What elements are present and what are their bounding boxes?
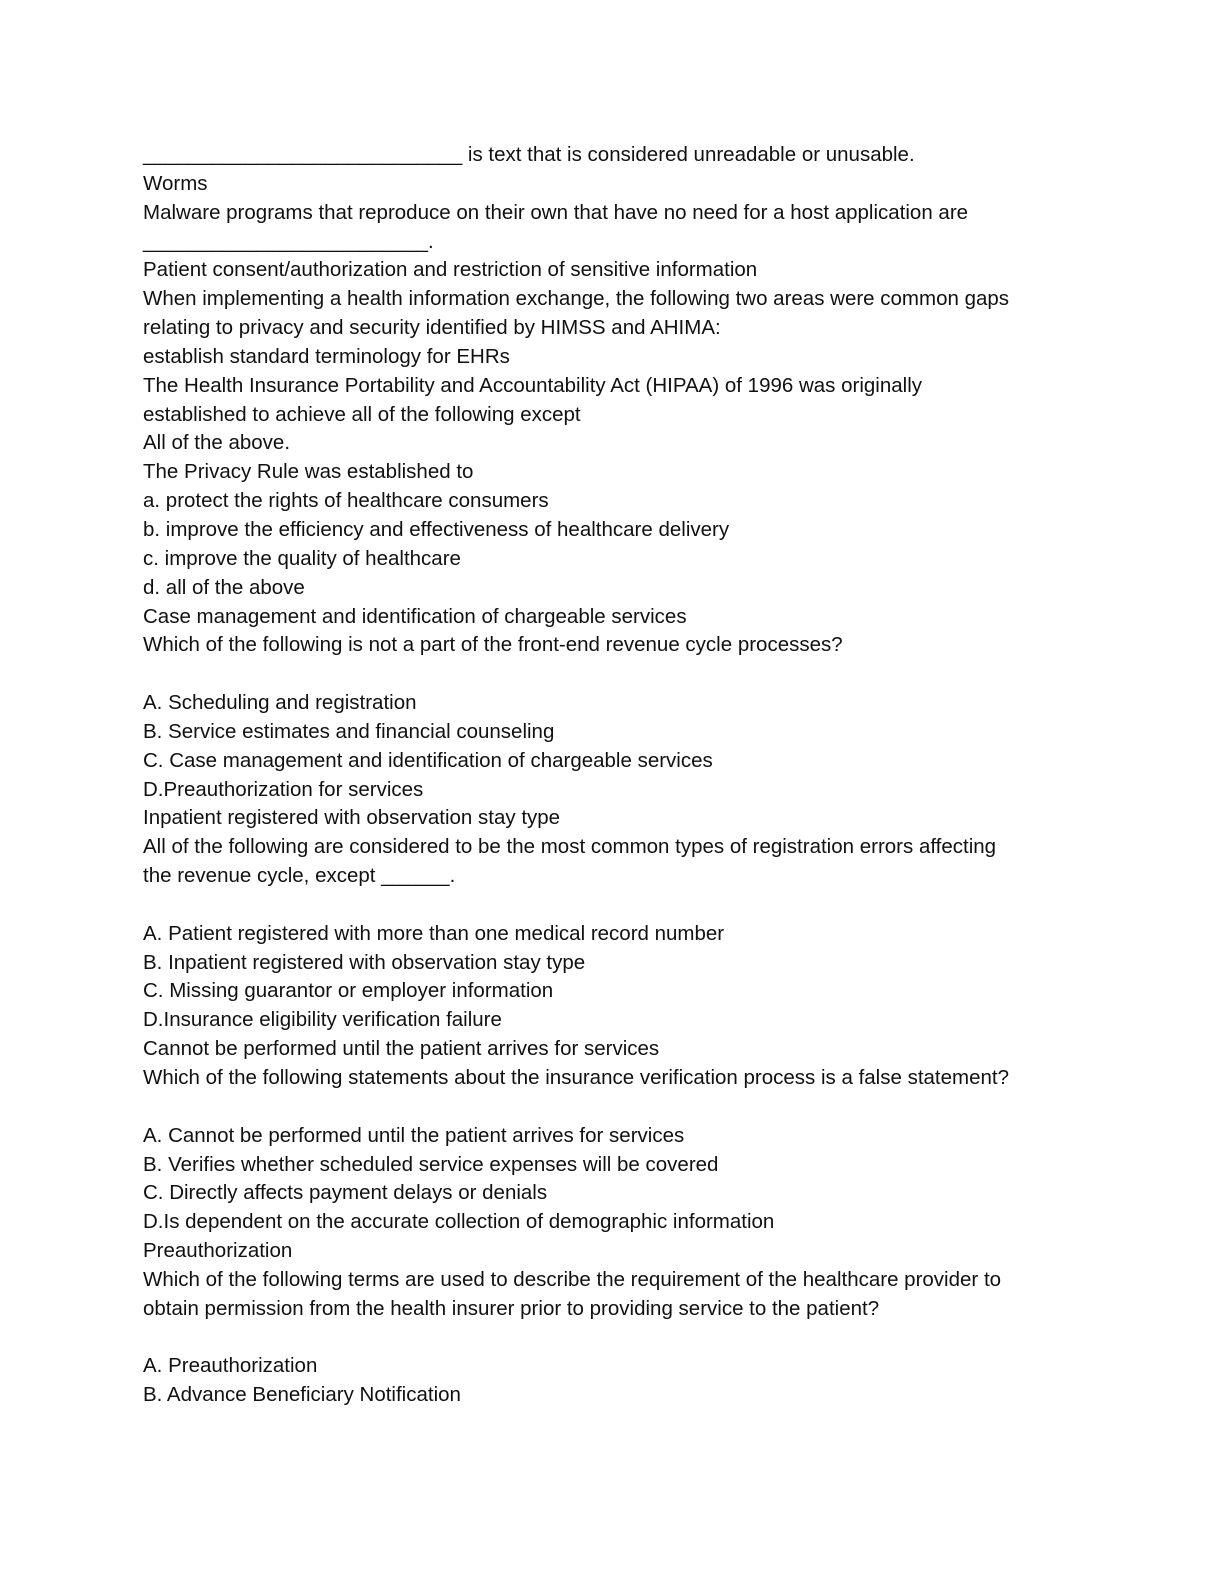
text-line: D.Preauthorization for services <box>143 777 424 801</box>
text-line: All of the following are considered to be the most common types of registration errors affecting <box>143 835 997 859</box>
text-line: All of the above. <box>143 431 291 455</box>
text-line: The Privacy Rule was established to <box>143 460 474 484</box>
text-line: Which of the following terms are used to describe the requirement of the healthcare provider to <box>143 1267 1002 1291</box>
text-line: The Health Insurance Portability and Accountability Act (HIPAA) of 1996 was originally <box>143 373 923 397</box>
text-line: obtain permission from the health insurer prior to providing service to the patient? <box>143 1296 880 1320</box>
text-line: B. Inpatient registered with observation stay type <box>143 950 586 974</box>
text-line: Which of the following statements about the insurance verification process is a false statement? <box>143 1066 1010 1089</box>
text-line: B. Verifies whether scheduled service expenses will be covered <box>143 1152 719 1176</box>
text-line: established to achieve all of the following except <box>143 402 581 426</box>
text-line: Which of the following is not a part of the front-end revenue cycle processes? <box>143 633 843 657</box>
text-line: Case management and identification of chargeable services <box>143 604 687 628</box>
text-line: C. Missing guarantor or employer information <box>143 979 554 1003</box>
text-line: A. Cannot be performed until the patient arrives for services <box>143 1123 685 1147</box>
text-line: _________________________. <box>143 229 434 253</box>
blank-line <box>143 1093 1103 1122</box>
text-line: a. protect the rights of healthcare consumers <box>143 489 549 513</box>
text-line: A. Preauthorization <box>143 1354 318 1378</box>
text-line: Malware programs that reproduce on their own that have no need for a host application are <box>143 200 969 224</box>
text-line: Patient consent/authorization and restriction of sensitive information <box>143 258 758 282</box>
text-line: relating to privacy and security identified by HIMSS and AHIMA: <box>143 316 721 340</box>
text-line: A. Scheduling and registration <box>143 691 417 715</box>
text-line: the revenue cycle, except ______. <box>143 864 456 888</box>
text-line: establish standard terminology for EHRs <box>143 344 510 368</box>
text-line: D.Is dependent on the accurate collection of demographic information <box>143 1210 775 1234</box>
text-line: A. Patient registered with more than one medical record number <box>143 921 725 945</box>
text-line: C. Case management and identification of chargeable services <box>143 748 713 772</box>
text-line: c. improve the quality of healthcare <box>143 546 461 570</box>
document-body <box>143 141 1103 1410</box>
text-line: C. Directly affects payment delays or denials <box>143 1181 548 1205</box>
text-line: B. Advance Beneficiary Notification <box>143 1383 461 1407</box>
text-line: d. all of the above <box>143 575 305 599</box>
blank-line <box>143 1324 1103 1353</box>
blank-line <box>143 660 1103 689</box>
text-line: When implementing a health information exchange, the following two areas were common gaps <box>143 287 1010 311</box>
text-line: D.Insurance eligibility verification failure <box>143 1008 502 1032</box>
text-line: Inpatient registered with observation stay type <box>143 806 561 830</box>
text-line: ____________________________ is text that is considered unreadable or unusable. <box>143 143 915 166</box>
text-line: Preauthorization <box>143 1239 293 1263</box>
text-line: Cannot be performed until the patient arrives for services <box>143 1037 660 1061</box>
text-line: B. Service estimates and financial counseling <box>143 719 555 743</box>
text-line: Worms <box>143 171 208 195</box>
blank-line <box>143 891 1103 920</box>
text-line: b. improve the efficiency and effectiveness of healthcare delivery <box>143 517 730 541</box>
